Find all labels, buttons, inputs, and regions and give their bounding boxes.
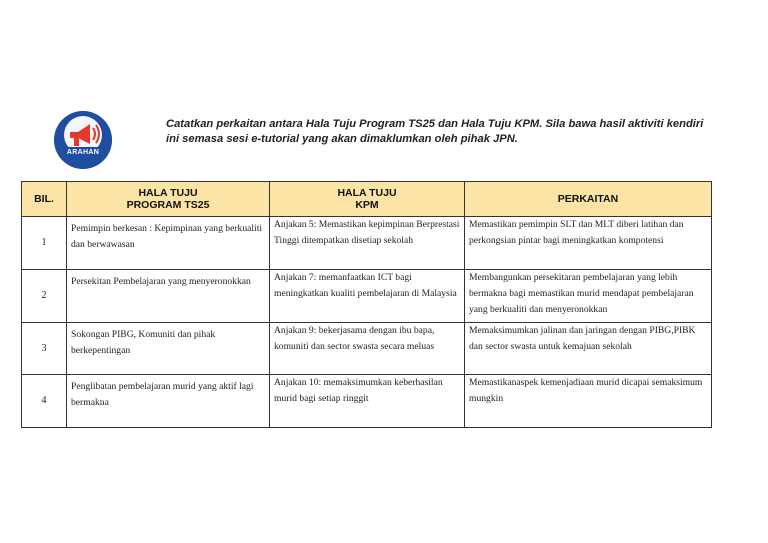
perkaitan-cell: Membangunkan persekitaran pembelajaran yang lebih bermakna bagi memastikan murid mendapat pembelajaran yang berkualiti dan menyeronokkan bbox=[465, 270, 712, 323]
row-number: 2 bbox=[22, 270, 67, 323]
row-number: 4 bbox=[22, 375, 67, 428]
header-bil: BIL. bbox=[22, 182, 67, 217]
perkaitan-table bbox=[21, 181, 712, 428]
header-hala-tuju-ts25: HALA TUJU PROGRAM TS25 bbox=[67, 182, 270, 217]
kpm-cell: Anjakan 7: memanfaatkan ICT bagi meningkatkan kualiti pembelajaran di Malaysia bbox=[270, 270, 465, 323]
table-header-row bbox=[22, 182, 712, 217]
row-number: 1 bbox=[22, 217, 67, 270]
ts25-cell: Sokongan PIBG, Komuniti dan pihak berkepentingan bbox=[67, 323, 270, 375]
ts25-cell: Persekitan Pembelajaran yang menyeronokkan bbox=[67, 270, 270, 323]
table-row bbox=[22, 375, 712, 428]
kpm-cell: Anjakan 5: Memastikan kepimpinan Berprestasi Tinggi ditempatkan disetiap sekolah bbox=[270, 217, 465, 270]
row-number: 3 bbox=[22, 323, 67, 375]
instruction-text: Catatkan perkaitan antara Hala Tuju Program TS25 dan Hala Tuju KPM. Sila bawa hasil aktiviti kendiri ini semasa sesi e-tutorial yang akan dimaklumkan oleh pihak JPN. bbox=[166, 118, 704, 145]
table-row bbox=[22, 270, 712, 323]
kpm-cell: Anjakan 10: memaksimumkan keberhasilan murid bagi setiap ringgit bbox=[270, 375, 465, 428]
header-perkaitan: PERKAITAN bbox=[465, 182, 712, 217]
arahan-logo bbox=[54, 111, 112, 169]
kpm-cell: Anjakan 9: bekerjasama dengan ibu bapa, komuniti dan sector swasta secara meluas bbox=[270, 323, 465, 375]
ts25-cell: Pemimpin berkesan : Kepimpinan yang berkualiti dan berwawasan bbox=[67, 217, 270, 270]
perkaitan-cell: Memaksimumkan jalinan dan jaringan dengan PIBG,PIBK dan sector swasta untuk kemajuan sekolah bbox=[465, 323, 712, 375]
megaphone-icon bbox=[54, 111, 112, 169]
table-row bbox=[22, 217, 712, 270]
logo-label: ARAHAN bbox=[66, 149, 100, 156]
ts25-cell: Penglibatan pembelajaran murid yang aktif lagi bermakna bbox=[67, 375, 270, 428]
perkaitan-cell: Memastikanaspek kemenjadiaan murid dicapai semaksimum mungkin bbox=[465, 375, 712, 428]
perkaitan-cell: Memastikan pemimpin SLT dan MLT diberi latihan dan perkongsian pintar bagi meningkatkan kompotensi bbox=[465, 217, 712, 270]
header-hala-tuju-kpm: HALA TUJU KPM bbox=[270, 182, 465, 217]
table-row bbox=[22, 323, 712, 375]
